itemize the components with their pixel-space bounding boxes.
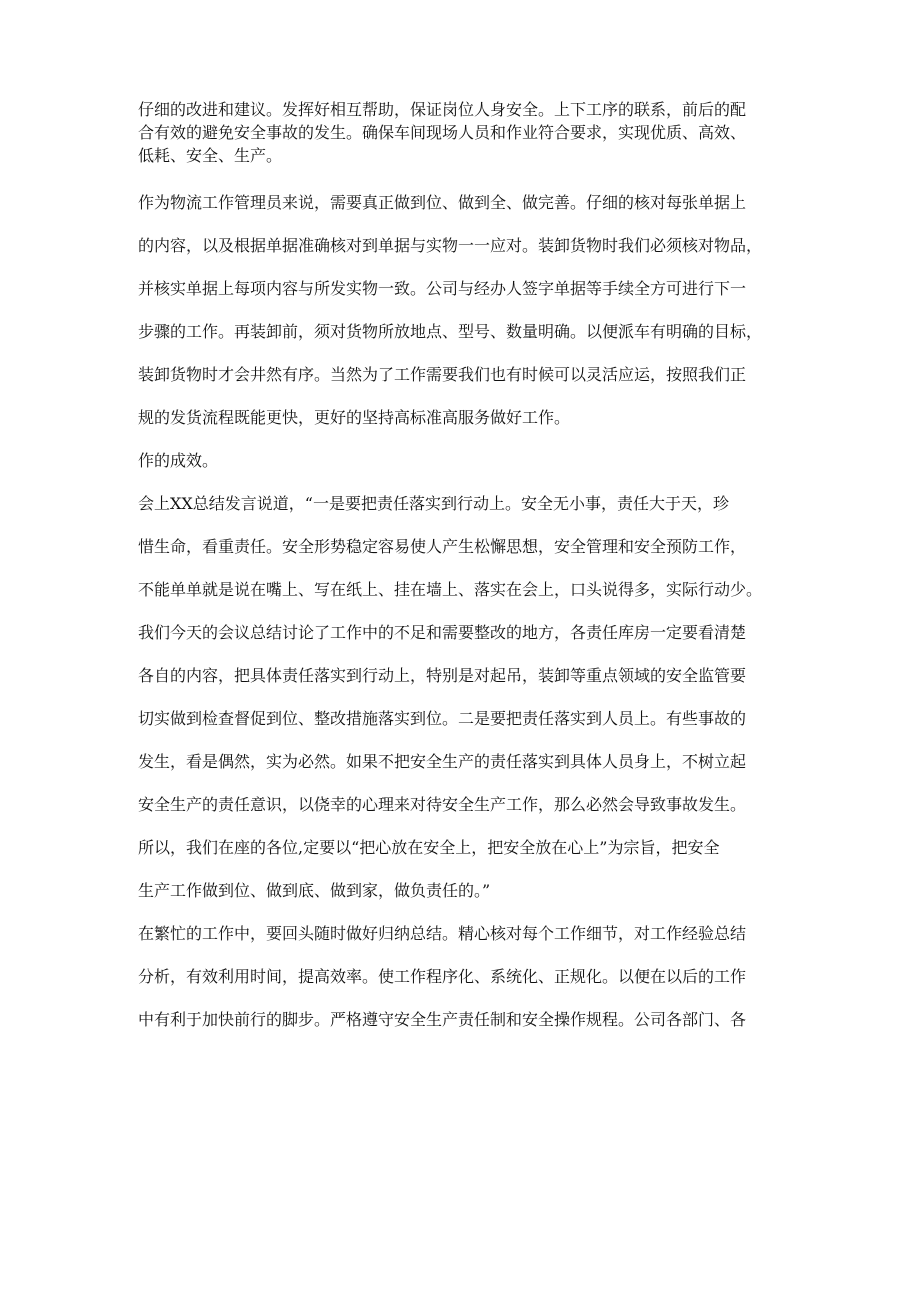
text-line: 切实做到检查督促到位、整改措施落实到位。二是要把责任落实到人员上。有些事故的: [138, 709, 747, 728]
text-line: 在繁忙的工作中，要回头随时做好归纳总结。精心核对每个工作细节，对工作经验总结: [138, 924, 747, 943]
text-line: 所以，我们在座的各位,定要以“把心放在安全上，把安全放在心上”为宗旨，把安全: [138, 838, 720, 857]
text-line: 低耗、安全、生产。: [138, 146, 283, 165]
text-line: 并核实单据上每项内容与所发实物一致。公司与经办人签字单据等手续全方可进行下一: [138, 279, 747, 298]
text-line: 发生，看是偶然，实为必然。如果不把安全生产的责任落实到具体人员身上，不树立起: [138, 752, 747, 771]
text-line: 装卸货物时才会井然有序。当然为了工作需要我们也有时候可以灵活应运，按照我们正: [138, 365, 747, 384]
paragraph-3: [138, 439, 798, 482]
text-line: 的内容，以及根据单据准确核对到单据与实物一一应对。装卸货物时我们必须核对物品，: [138, 236, 763, 255]
text-line: 步骤的工作。再装卸前，须对货物所放地点、型号、数量明确。以便派车有明确的目标，: [138, 322, 763, 341]
text-line: 我们今天的会议总结讨论了工作中的不足和需要整改的地方，各责任库房一定要看清楚: [138, 623, 747, 642]
text-line: 各自的内容，把具体责任落实到行动上，特别是对起吊，装卸等重点领域的安全监管要: [138, 666, 747, 685]
text-line: 会上XX总结发言说道，“一是要把责任落实到行动上。安全无小事，责任大于天，珍: [138, 494, 729, 513]
text-line: 不能单单就是说在嘴上、写在纸上、挂在墙上、落实在会上，口头说得多，实际行动少。: [138, 580, 763, 599]
paragraph-5: [138, 912, 798, 1041]
paragraph-2: [138, 181, 798, 439]
text-line: 中有利于加快前行的脚步。严格遵守安全生产责任制和安全操作规程。公司各部门、各: [138, 1010, 747, 1029]
text-line: 惜生命，看重责任。安全形势稳定容易使人产生松懈思想，安全管理和安全预防工作，: [138, 537, 747, 556]
document-page: [138, 98, 798, 1041]
text-line: 分析，有效利用时间，提高效率。使工作程序化、系统化、正规化。以便在以后的工作: [138, 967, 747, 986]
text-line: 规的发货流程既能更快，更好的坚持高标准高服务做好工作。: [138, 408, 571, 427]
text-line: 作为物流工作管理员来说，需要真正做到位、做到全、做完善。仔细的核对每张单据上: [138, 193, 747, 212]
text-line: 合有效的避免安全事故的发生。确保车间现场人员和作业符合要求，实现优质、高效、: [138, 123, 747, 142]
text-line: 生产工作做到位、做到底、做到家，做负责任的。”: [138, 881, 491, 900]
text-line: 作的成效。: [138, 451, 219, 470]
paragraph-4: [138, 482, 798, 912]
text-line: 仔细的改进和建议。发挥好相互帮助，保证岗位人身安全。上下工序的联系，前后的配: [138, 100, 747, 119]
text-line: 安全生产的责任意识，以侥幸的心理来对待安全生产工作，那么必然会导致事故发生。: [138, 795, 747, 814]
paragraph-1: [138, 98, 798, 167]
